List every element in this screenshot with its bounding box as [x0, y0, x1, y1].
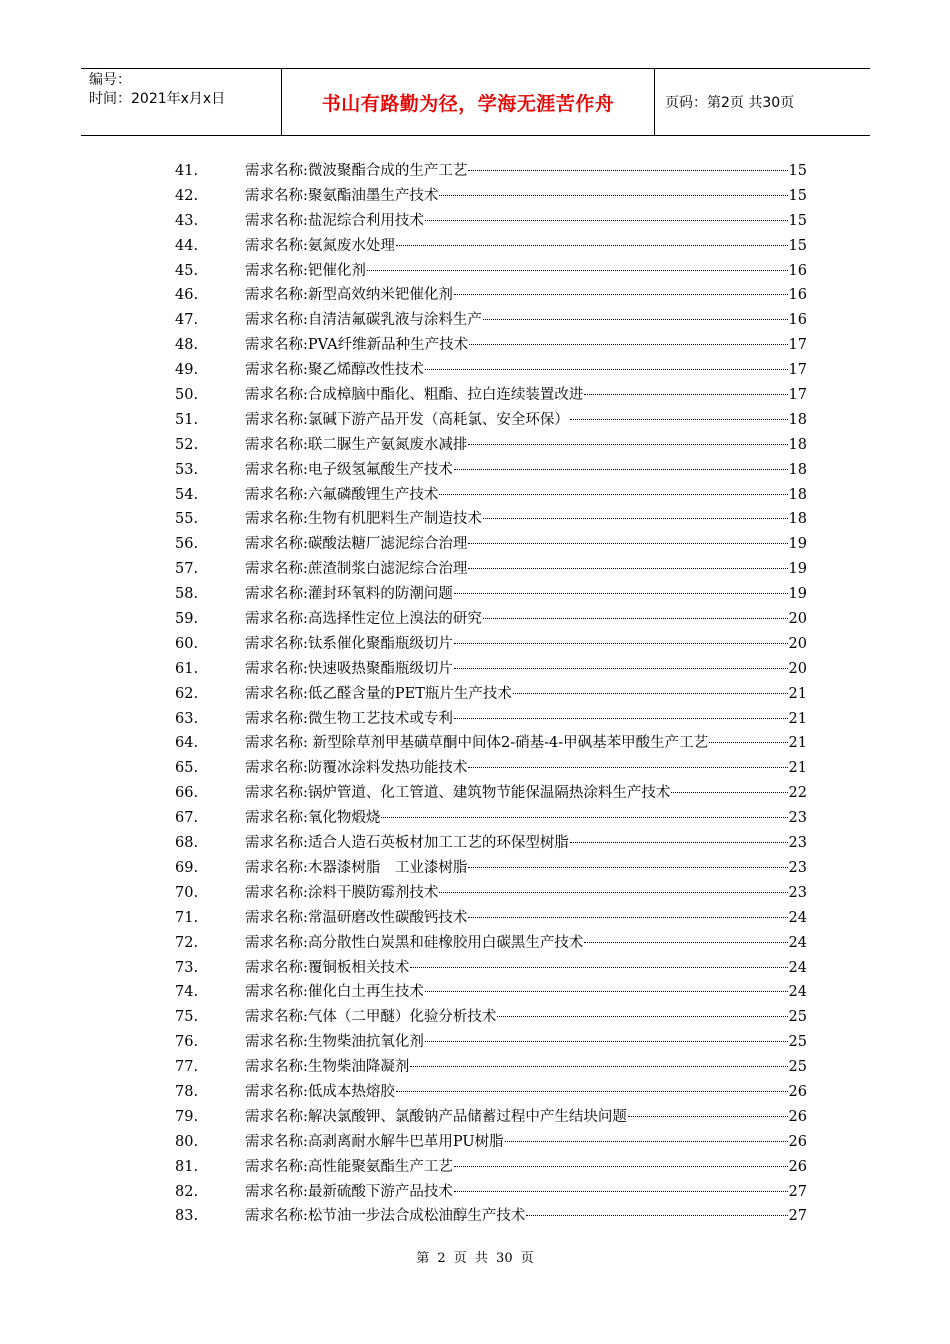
toc-entry[interactable]: [175, 980, 807, 1005]
toc-entry-title: 需求名称:钛系催化聚酯瓶级切片: [245, 635, 453, 652]
table-of-contents: [175, 159, 807, 1229]
toc-entry-number: 80.: [175, 1133, 199, 1150]
toc-dot-leader: [454, 668, 788, 669]
toc-entry[interactable]: [175, 1204, 807, 1229]
toc-dot-leader: [396, 245, 788, 246]
toc-entry-number: 82.: [175, 1183, 199, 1200]
toc-entry-page: 26: [788, 1083, 807, 1100]
toc-entry-number: 66.: [175, 785, 199, 802]
toc-entry[interactable]: [175, 906, 807, 931]
toc-dot-leader: [468, 917, 787, 918]
toc-dot-leader: [468, 568, 787, 569]
toc-entry-title: 需求名称:合成樟脑中酯化、粗酯、拉白连续装置改进: [245, 387, 584, 404]
toc-entry[interactable]: [175, 458, 807, 483]
toc-entry-page: 23: [788, 810, 807, 827]
toc-entry[interactable]: [175, 557, 807, 582]
toc-entry-page: 21: [788, 710, 807, 727]
toc-entry-number: 44.: [175, 237, 199, 254]
toc-entry-number: 79.: [175, 1108, 199, 1125]
toc-entry[interactable]: [175, 931, 807, 956]
toc-entry[interactable]: [175, 856, 807, 881]
toc-entry[interactable]: [175, 159, 807, 184]
toc-entry-title: 需求名称:低成本热熔胶: [245, 1083, 395, 1100]
toc-entry[interactable]: [175, 1030, 807, 1055]
toc-entry-page: 15: [788, 187, 807, 204]
toc-entry[interactable]: [175, 408, 807, 433]
toc-entry-page: 25: [788, 1009, 807, 1026]
toc-entry-page: 26: [788, 1158, 807, 1175]
toc-entry-page: 26: [788, 1108, 807, 1125]
toc-entry-page: 19: [788, 561, 807, 578]
toc-entry-title: 需求名称:钯催化剂: [245, 262, 366, 279]
toc-entry[interactable]: [175, 1105, 807, 1130]
toc-entry-number: 57.: [175, 561, 199, 578]
toc-dot-leader: [425, 991, 788, 992]
toc-entry[interactable]: [175, 632, 807, 657]
toc-entry-title: 需求名称:氯碱下游产品开发（高耗氯、安全环保）: [245, 411, 569, 428]
toc-entry[interactable]: [175, 283, 807, 308]
toc-entry-page: 25: [788, 1059, 807, 1076]
toc-entry-page: 22: [788, 785, 807, 802]
toc-entry[interactable]: [175, 1130, 807, 1155]
toc-entry[interactable]: [175, 532, 807, 557]
toc-dot-leader: [381, 817, 787, 818]
toc-entry-number: 54.: [175, 486, 199, 503]
toc-entry[interactable]: [175, 707, 807, 732]
toc-dot-leader: [671, 792, 787, 793]
toc-dot-leader: [454, 1166, 788, 1167]
toc-entry-title: 需求名称:高选择性定位上溴法的研究: [245, 611, 482, 628]
toc-entry-page: 21: [788, 685, 807, 702]
toc-entry-page: 18: [788, 461, 807, 478]
toc-entry-number: 46.: [175, 287, 199, 304]
toc-dot-leader: [439, 892, 787, 893]
toc-entry-number: 53.: [175, 461, 199, 478]
toc-entry-number: 75.: [175, 1009, 199, 1026]
toc-entry-title: 需求名称:覆铜板相关技术: [245, 959, 410, 976]
toc-entry-title: 需求名称:锅炉管道、化工管道、建筑物节能保温隔热涂料生产技术: [245, 785, 671, 802]
document-time-label: 时间：2021年x月x日: [89, 91, 226, 107]
toc-entry[interactable]: [175, 1155, 807, 1180]
toc-entry[interactable]: [175, 657, 807, 682]
header-page-info: 页码：第2页 共30页: [665, 95, 795, 111]
toc-entry-number: 68.: [175, 835, 199, 852]
toc-dot-leader: [454, 718, 788, 719]
toc-entry[interactable]: [175, 433, 807, 458]
toc-dot-leader: [483, 618, 788, 619]
toc-entry-number: 73.: [175, 959, 199, 976]
toc-entry-title: 需求名称:新型高效纳米钯催化剂: [245, 287, 453, 304]
toc-entry-number: 83.: [175, 1208, 199, 1225]
toc-entry-number: 60.: [175, 635, 199, 652]
toc-entry-number: 72.: [175, 934, 199, 951]
toc-entry-title: 需求名称:蔗渣制浆白滤泥综合治理: [245, 561, 468, 578]
header-motto: 书山有路勤为径，学海无涯苦作舟: [282, 69, 655, 135]
toc-entry-number: 67.: [175, 810, 199, 827]
toc-entry-title: 需求名称:碳酸法糖厂滤泥综合治理: [245, 536, 468, 553]
toc-entry-page: 16: [788, 312, 807, 329]
toc-entry-number: 43.: [175, 212, 199, 229]
toc-entry[interactable]: [175, 184, 807, 209]
toc-entry[interactable]: [175, 582, 807, 607]
toc-dot-leader: [526, 1215, 787, 1216]
toc-entry-title: 需求名称:聚乙烯醇改性技术: [245, 362, 424, 379]
toc-entry-page: 26: [788, 1133, 807, 1150]
toc-entry-page: 18: [788, 411, 807, 428]
toc-entry-page: 24: [788, 959, 807, 976]
toc-entry-number: 45.: [175, 262, 199, 279]
toc-entry-page: 25: [788, 1034, 807, 1051]
toc-dot-leader: [570, 419, 788, 420]
toc-entry[interactable]: [175, 483, 807, 508]
toc-entry-number: 76.: [175, 1034, 199, 1051]
toc-entry-page: 19: [788, 536, 807, 553]
toc-entry[interactable]: [175, 308, 807, 333]
toc-entry-number: 77.: [175, 1059, 199, 1076]
toc-entry-page: 24: [788, 934, 807, 951]
header-meta: [81, 69, 282, 135]
toc-entry-number: 52.: [175, 436, 199, 453]
toc-dot-leader: [410, 967, 787, 968]
toc-entry-page: 16: [788, 287, 807, 304]
toc-entry-number: 69.: [175, 859, 199, 876]
toc-dot-leader: [709, 742, 787, 743]
toc-entry[interactable]: [175, 756, 807, 781]
toc-entry-title: 需求名称:快速吸热聚酯瓶级切片: [245, 660, 453, 677]
toc-entry-title: 需求名称:联二脲生产氨氮废水减排: [245, 436, 468, 453]
toc-entry-number: 74.: [175, 984, 199, 1001]
toc-entry-title: 需求名称:涂料干膜防霉剂技术: [245, 884, 439, 901]
toc-dot-leader: [468, 767, 787, 768]
toc-entry-title: 需求名称:聚氨酯油墨生产技术: [245, 187, 439, 204]
toc-entry-page: 21: [788, 760, 807, 777]
page-footer: 第 2 页 共 30 页: [416, 1251, 534, 1266]
toc-entry-title: 需求名称:催化白土再生技术: [245, 984, 424, 1001]
toc-entry[interactable]: [175, 806, 807, 831]
toc-entry-title: 需求名称:高性能聚氨酯生产工艺: [245, 1158, 453, 1175]
toc-dot-leader: [454, 294, 788, 295]
toc-entry-page: 16: [788, 262, 807, 279]
toc-dot-leader: [469, 344, 787, 345]
toc-entry-number: 50.: [175, 387, 199, 404]
toc-entry[interactable]: [175, 358, 807, 383]
toc-dot-leader: [468, 444, 787, 445]
toc-entry-title: 需求名称:生物柴油降凝剂: [245, 1059, 410, 1076]
toc-entry[interactable]: [175, 607, 807, 632]
toc-entry-title: 需求名称:常温研磨改性碳酸钙技术: [245, 909, 468, 926]
toc-dot-leader: [439, 195, 787, 196]
toc-entry-number: 56.: [175, 536, 199, 553]
toc-entry-number: 61.: [175, 660, 199, 677]
toc-dot-leader: [454, 469, 788, 470]
toc-entry-number: 81.: [175, 1158, 199, 1175]
toc-entry-title: 需求名称:适合人造石英板材加工工艺的环保型树脂: [245, 835, 569, 852]
toc-entry-number: 63.: [175, 710, 199, 727]
toc-dot-leader: [454, 1191, 788, 1192]
toc-entry[interactable]: [175, 1055, 807, 1080]
toc-entry-page: 15: [788, 163, 807, 179]
toc-entry[interactable]: [175, 831, 807, 856]
toc-entry-number: 47.: [175, 312, 199, 329]
toc-entry-number: 62.: [175, 685, 199, 702]
toc-entry-number: 58.: [175, 586, 199, 603]
toc-entry[interactable]: [175, 383, 807, 408]
toc-entry[interactable]: [175, 234, 807, 259]
toc-entry-page: 23: [788, 884, 807, 901]
toc-dot-leader: [570, 842, 788, 843]
toc-entry[interactable]: [175, 1080, 807, 1105]
toc-entry-title: 需求名称:低乙醛含量的PET瓶片生产技术: [245, 685, 512, 702]
toc-entry-title: 需求名称:氨氮废水处理: [245, 237, 395, 254]
toc-entry[interactable]: [175, 259, 807, 284]
toc-entry-title: 需求名称:解决氯酸钾、氯酸钠产品储蓄过程中产生结块问题: [245, 1108, 627, 1125]
toc-dot-leader: [425, 220, 788, 221]
toc-entry-title: 需求名称:最新硫酸下游产品技术: [245, 1183, 453, 1200]
toc-dot-leader: [367, 270, 788, 271]
toc-dot-leader: [454, 593, 788, 594]
toc-entry-title: 需求名称:六氟磷酸锂生产技术: [245, 486, 439, 503]
toc-entry-page: 20: [788, 635, 807, 652]
toc-entry-number: 65.: [175, 760, 199, 777]
toc-dot-leader: [483, 319, 788, 320]
toc-entry-title: 需求名称:松节油一步法合成松油醇生产技术: [245, 1208, 526, 1225]
toc-entry-title: 需求名称:微生物工艺技术或专利: [245, 710, 453, 727]
toc-entry-number: 55.: [175, 511, 199, 528]
toc-entry[interactable]: [175, 1005, 807, 1030]
toc-entry-page: 19: [788, 586, 807, 603]
document-number-label: 编号：: [89, 72, 131, 88]
toc-entry[interactable]: [175, 333, 807, 358]
toc-entry[interactable]: [175, 881, 807, 906]
toc-dot-leader: [628, 1116, 788, 1117]
toc-entry-page: 15: [788, 212, 807, 229]
toc-entry-title: 需求名称:高剥离耐水解牛巴革用PU树脂: [245, 1133, 504, 1150]
toc-entry[interactable]: [175, 209, 807, 234]
toc-entry[interactable]: [175, 731, 807, 756]
toc-entry-number: 70.: [175, 884, 199, 901]
toc-entry-title: 需求名称:灌封环氧料的防潮问题: [245, 586, 453, 603]
toc-entry-title: 需求名称:生物柴油抗氧化剂: [245, 1034, 424, 1051]
toc-entry-number: 71.: [175, 909, 199, 926]
toc-entry-title: 需求名称:电子级氢氟酸生产技术: [245, 461, 453, 478]
toc-dot-leader: [584, 942, 787, 943]
toc-entry-page: 18: [788, 436, 807, 453]
toc-entry-title: 需求名称:气体（二甲醚）化验分析技术: [245, 1009, 497, 1026]
toc-entry-page: 23: [788, 835, 807, 852]
page-header: [81, 68, 870, 136]
toc-dot-leader: [396, 1091, 788, 1092]
toc-entry-page: 15: [788, 237, 807, 254]
toc-dot-leader: [468, 170, 787, 171]
toc-entry-number: 64.: [175, 735, 199, 752]
toc-entry-number: 78.: [175, 1083, 199, 1100]
toc-entry-title: 需求名称:盐泥综合利用技术: [245, 212, 424, 229]
toc-dot-leader: [425, 1041, 788, 1042]
toc-entry-page: 27: [788, 1183, 807, 1200]
toc-dot-leader: [483, 518, 788, 519]
toc-dot-leader: [513, 693, 788, 694]
toc-entry-title: 需求名称:防覆冰涂料发热功能技术: [245, 760, 468, 777]
toc-entry[interactable]: [175, 956, 807, 981]
toc-entry-page: 18: [788, 486, 807, 503]
toc-entry-title: 需求名称:高分散性白炭黑和硅橡胶用白碳黑生产技术: [245, 934, 584, 951]
toc-entry-page: 18: [788, 511, 807, 528]
toc-entry-page: 21: [788, 735, 807, 752]
toc-entry-title: 需求名称:生物有机肥料生产制造技术: [245, 511, 482, 528]
toc-entry-page: 27: [788, 1208, 807, 1225]
toc-dot-leader: [454, 643, 788, 644]
toc-entry-title: 需求名称: 新型除草剂甲基磺草酮中间体2-硝基-4-甲砜基苯甲酸生产工艺: [245, 735, 709, 752]
toc-dot-leader: [584, 394, 787, 395]
toc-dot-leader: [439, 494, 787, 495]
toc-entry-page: 17: [788, 387, 807, 404]
toc-entry[interactable]: [175, 1180, 807, 1205]
toc-entry-page: 24: [788, 984, 807, 1001]
toc-entry-number: 48.: [175, 337, 199, 354]
toc-entry-number: 41.: [175, 163, 199, 179]
toc-entry-title: 需求名称:微波聚酯合成的生产工艺: [245, 163, 468, 179]
toc-entry-title: 需求名称:木器漆树脂 工业漆树脂: [245, 859, 468, 876]
toc-entry-page: 23: [788, 859, 807, 876]
toc-entry-number: 49.: [175, 362, 199, 379]
toc-entry-title: 需求名称:自清洁氟碳乳液与涂料生产: [245, 312, 482, 329]
toc-dot-leader: [410, 1066, 787, 1067]
toc-entry-page: 17: [788, 337, 807, 354]
toc-entry-page: 24: [788, 909, 807, 926]
toc-entry[interactable]: [175, 781, 807, 806]
toc-entry[interactable]: [175, 507, 807, 532]
toc-entry-title: 需求名称:PVA纤维新品种生产技术: [245, 337, 469, 354]
toc-dot-leader: [497, 1016, 787, 1017]
toc-entry-page: 20: [788, 660, 807, 677]
toc-entry-number: 51.: [175, 411, 199, 428]
toc-entry-title: 需求名称:氧化物煅烧: [245, 810, 381, 827]
toc-entry-page: 20: [788, 611, 807, 628]
toc-entry-number: 42.: [175, 187, 199, 204]
toc-dot-leader: [505, 1141, 788, 1142]
toc-dot-leader: [468, 543, 787, 544]
toc-entry-number: 59.: [175, 611, 199, 628]
toc-entry-page: 17: [788, 362, 807, 379]
toc-dot-leader: [425, 369, 788, 370]
toc-entry[interactable]: [175, 682, 807, 707]
toc-dot-leader: [468, 867, 787, 868]
